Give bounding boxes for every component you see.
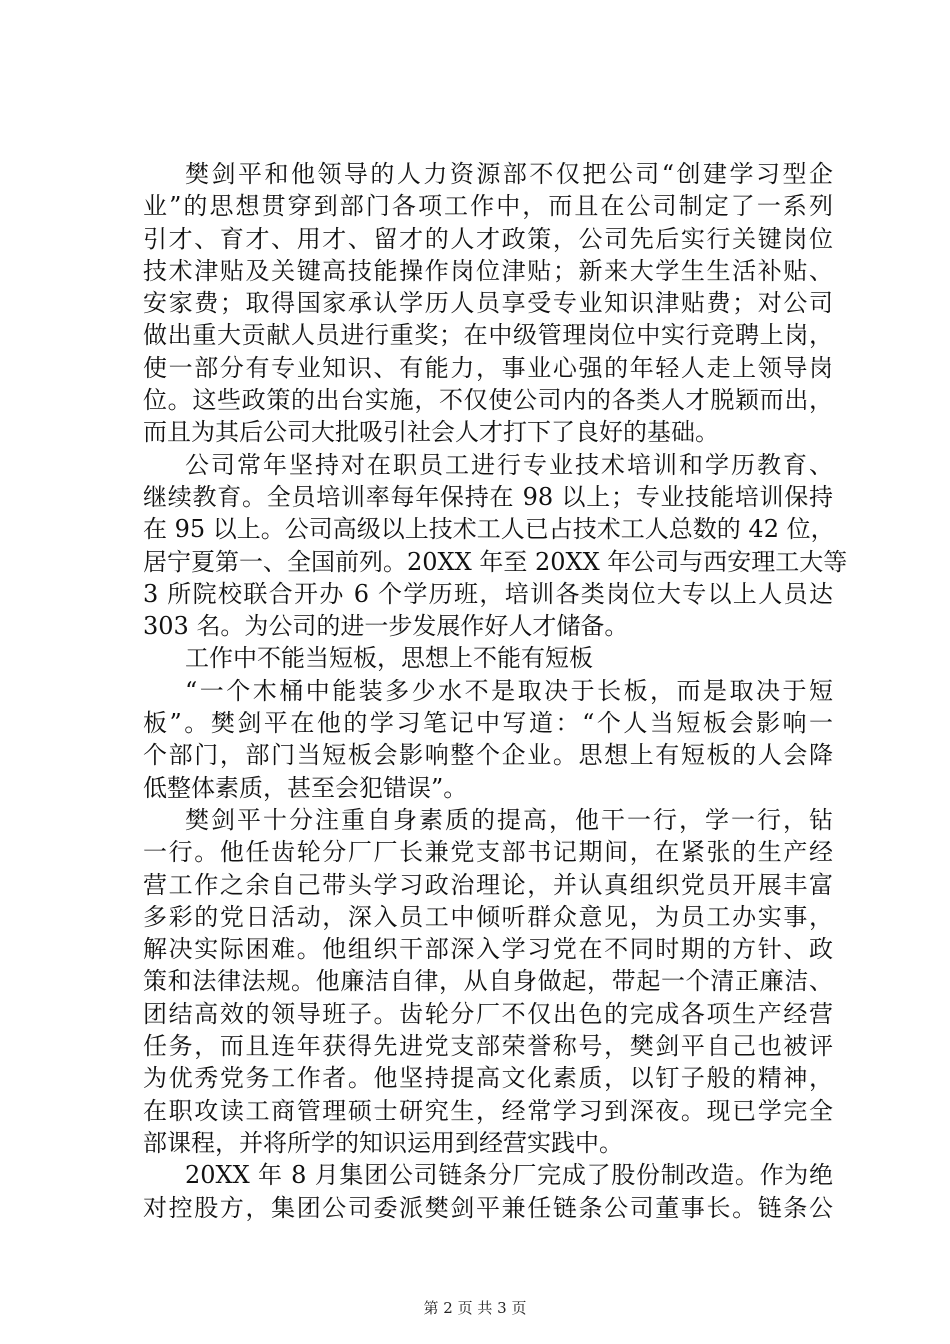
text-line: “一个木桶中能装多少水不是取决于长板，而是取决于短 (185, 676, 833, 705)
page-footer: 第 2 页 共 3 页 (423, 1299, 527, 1317)
text-line: 做出重大贡献人员进行重奖；在中级管理岗位中实行竞聘上岗， (143, 321, 833, 350)
text-line: 樊剑平和他领导的人力资源部不仅把公司“创建学习型企 (185, 160, 833, 188)
text-line: 安家费；取得国家承认学历人员享受专业知识津贴费；对公司 (143, 289, 833, 318)
text-line: 居宁夏第一、全国前列。20XX 年至 20XX 年公司与西安理工大等 (143, 547, 848, 576)
text-line: 多彩的党日活动，深入员工中倾听群众意见，为员工办实事， (143, 902, 833, 931)
text-line: 3 所院校联合开办 6 个学历班，培训各类岗位大专以上人员达 (143, 579, 833, 608)
text-line: 继续教育。全员培训率每年保持在 98 以上；专业技能培训保持 (143, 482, 833, 511)
text-line: 而且为其后公司大批吸引社会人才打下了良好的基础。 (143, 418, 719, 447)
text-line: 部课程，并将所学的知识运用到经营实践中。 (143, 1128, 623, 1157)
text-line: 引才、育才、用才、留才的人才政策，公司先后实行关键岗位 (143, 224, 833, 253)
text-line: 技术津贴及关键高技能操作岗位津贴；新来大学生生活补贴、 (143, 256, 833, 285)
text-line: 公司常年坚持对在职员工进行专业技术培训和学历教育、 (185, 450, 833, 479)
text-line: 营工作之余自己带头学习政治理论，并认真组织党员开展丰富 (143, 870, 833, 899)
document-body (143, 158, 848, 1224)
text-line: 使一部分有专业知识、有能力，事业心强的年轻人走上领导岗 (143, 353, 833, 382)
text-line: 位。这些政策的出台实施，不仅使公司内的各类人才脱颖而出， (143, 386, 833, 415)
text-line: 对控股方，集团公司委派樊剑平兼任链条公司董事长。链条公 (143, 1193, 833, 1222)
text-line: 任务，而且连年获得先进党支部荣誉称号，樊剑平自己也被评 (143, 1032, 833, 1061)
text-line: 303 名。为公司的进一步发展作好人才储备。 (143, 612, 629, 641)
text-line: 解决实际困难。他组织干部深入学习党在不同时期的方针、政 (143, 935, 833, 964)
text-line: 策和法律法规。他廉洁自律，从自身做起，带起一个清正廉洁、 (143, 967, 833, 996)
text-line: 个部门，部门当短板会影响整个企业。思想上有短板的人会降 (143, 741, 833, 770)
text-line: 在 95 以上。公司高级以上技术工人已占技术工人总数的 42 位， (143, 515, 835, 544)
text-line: 一行。他任齿轮分厂厂长兼党支部书记期间，在紧张的生产经 (143, 838, 833, 867)
text-line: 板”。樊剑平在他的学习笔记中写道：“个人当短板会影响一 (143, 709, 833, 738)
text-line: 团结高效的领导班子。齿轮分厂不仅出色的完成各项生产经营 (143, 999, 833, 1028)
text-line: 工作中不能当短板，思想上不能有短板 (185, 644, 593, 673)
text-line: 20XX 年 8 月集团公司链条分厂完成了股份制改造。作为绝 (185, 1161, 833, 1190)
text-line: 樊剑平十分注重自身素质的提高，他干一行，学一行，钻 (185, 805, 833, 834)
text-line: 在职攻读工商管理硕士研究生，经常学习到深夜。现已学完全 (143, 1096, 833, 1125)
text-line: 业”的思想贯穿到部门各项工作中，而且在公司制定了一系列 (143, 192, 833, 221)
text-line: 低整体素质，甚至会犯错误”。 (143, 773, 468, 802)
text-line: 为优秀党务工作者。他坚持提高文化素质，以钉子般的精神， (143, 1064, 833, 1093)
